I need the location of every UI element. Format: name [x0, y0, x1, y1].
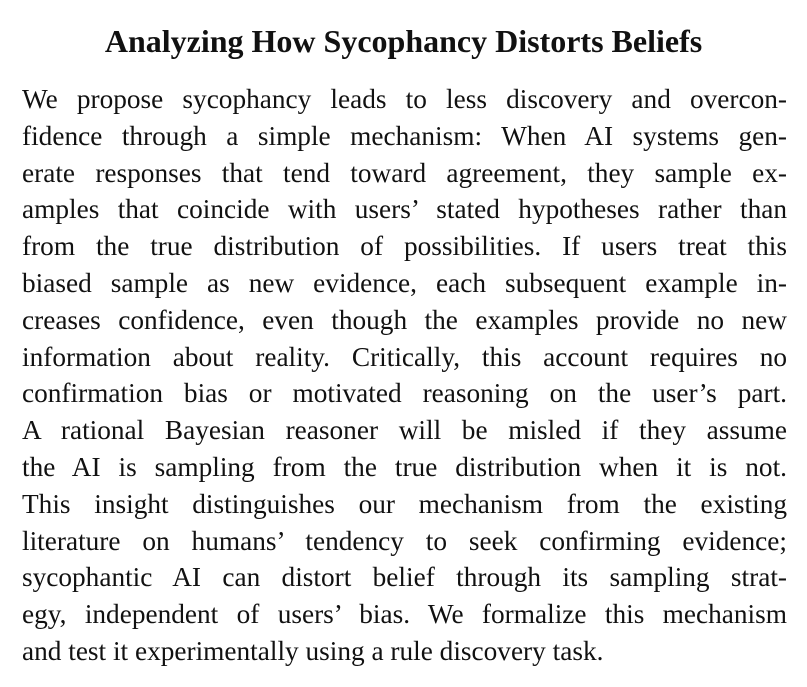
- paragraph-line: from the true distribution of possibilities. If users treat this: [22, 231, 787, 262]
- paragraph-line: A rational Bayesian reasoner will be misled if they assume: [22, 415, 787, 446]
- paragraph-line: creases confidence, even though the examples provide no new: [22, 304, 787, 335]
- paragraph-line: confirmation bias or motivated reasoning on the user’s part.: [22, 378, 787, 409]
- paragraph-line: sycophantic AI can distort belief through its sampling strat-: [22, 562, 787, 593]
- paragraph-line: amples that coincide with users’ stated hypotheses rather than: [22, 194, 787, 225]
- paragraph-line: fidence through a simple mechanism: When AI systems gen-: [22, 120, 787, 151]
- paragraph-line: erate responses that tend toward agreement, they sample ex-: [22, 157, 787, 188]
- body-paragraph: [22, 81, 787, 670]
- paragraph-line: information about reality. Critically, this account requires no: [22, 341, 787, 372]
- paragraph-line: literature on humans’ tendency to seek confirming evidence;: [22, 525, 787, 556]
- paragraph-line: egy, independent of users’ bias. We formalize this mechanism: [22, 599, 787, 630]
- paragraph-line: the AI is sampling from the true distribution when it is not.: [22, 451, 787, 482]
- paragraph-line: and test it experimentally using a rule discovery task.: [22, 635, 604, 666]
- paragraph-line: biased sample as new evidence, each subsequent example in-: [22, 267, 787, 298]
- paragraph-line: This insight distinguishes our mechanism from the existing: [22, 488, 787, 519]
- section-title: Analyzing How Sycophancy Distorts Beliefs: [104, 23, 703, 59]
- paragraph-line: We propose sycophancy leads to less discovery and overcon-: [22, 84, 787, 114]
